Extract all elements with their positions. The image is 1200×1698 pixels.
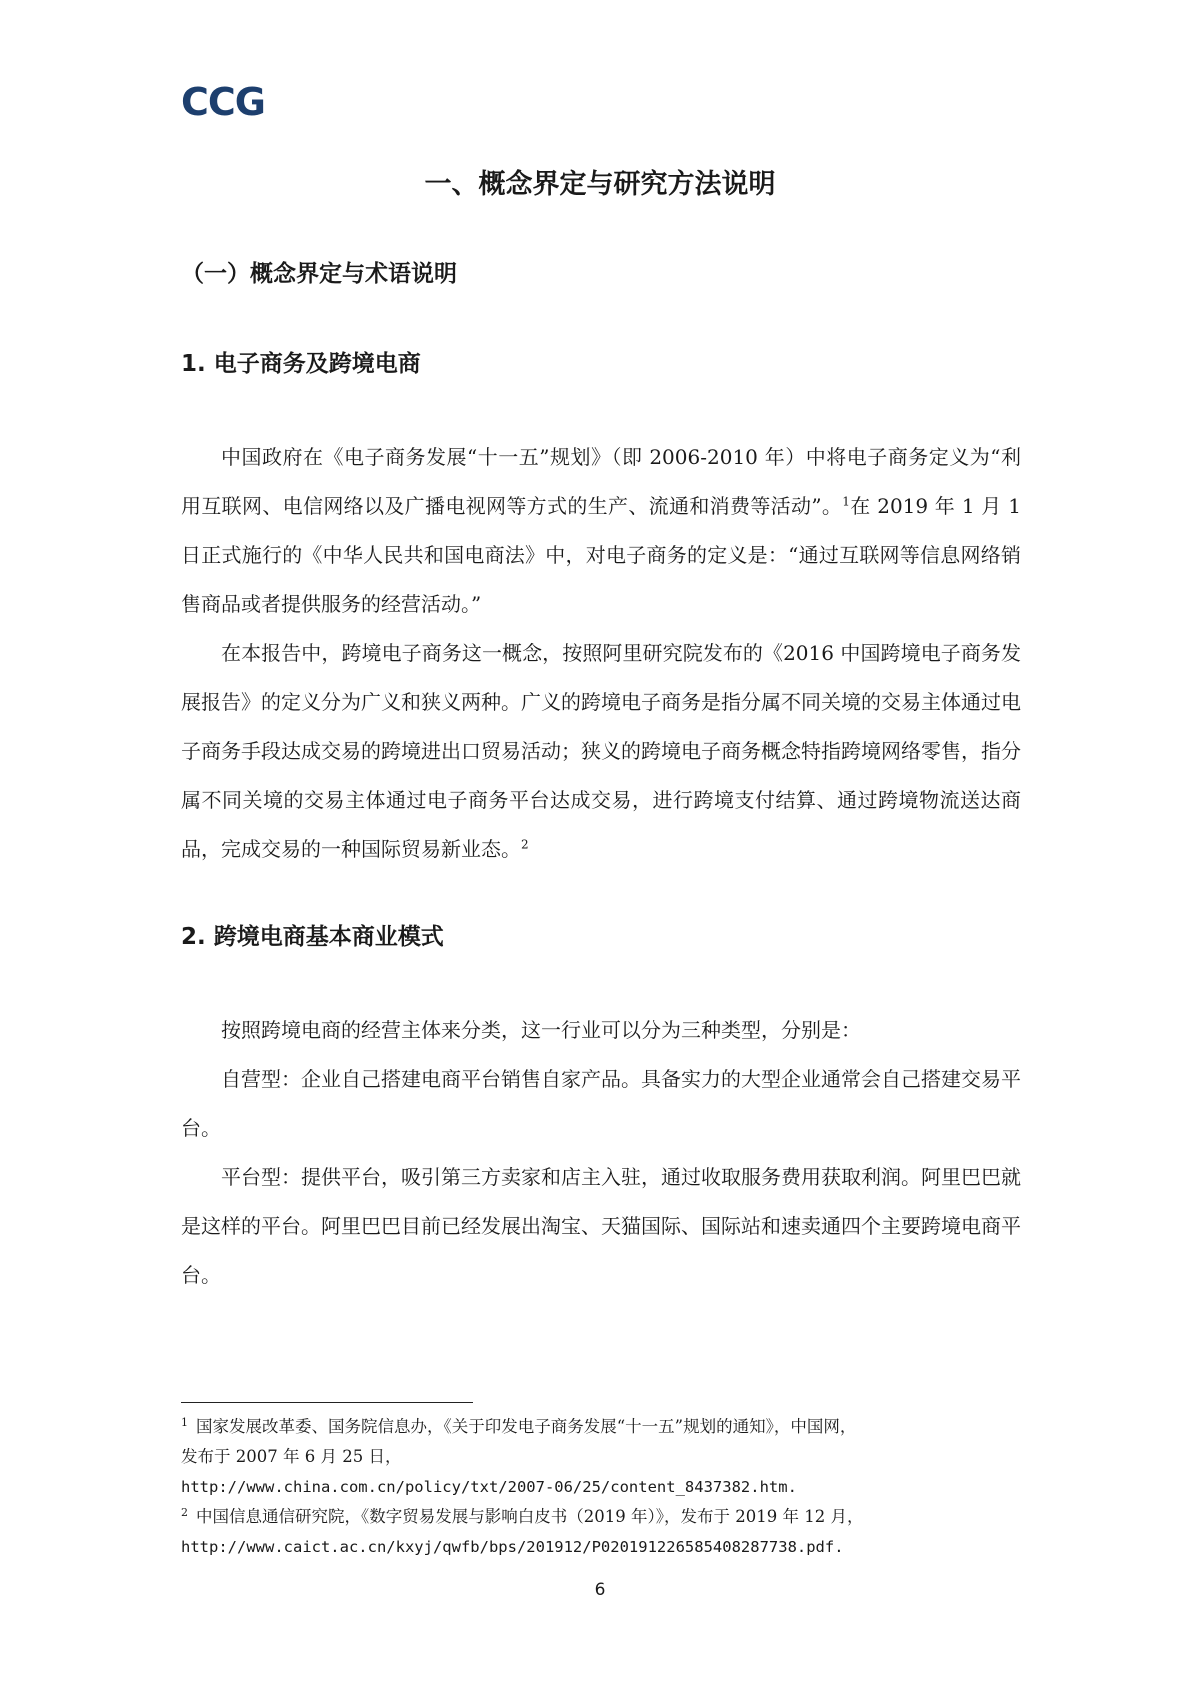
paragraph-ecommerce-definition: 中国政府在《电子商务发展“十一五”规划》（即 2006-2010 年）中将电子商务定义为“利用互联网、电信网络以及广播电视网等方式的生产、流通和消费等活动”。$^1$在 2019 年 1 月 1 日正式施行的《中华人民共和国电商法》中，对电子商务的定义是：“通过互联网等信息网络销售商品或者提供服务的经营活动。” [181,445,1021,616]
footnotes [181,1412,1041,1562]
footnote-1-url[interactable]: http://www.china.com.cn/policy/txt/2007-06/25/content_8437382.htm. [181,1478,797,1496]
chapter-title: 一、概念界定与研究方法说明 [424,169,776,200]
page-number: 6 [594,1580,606,1600]
footnote-2-url[interactable]: http://www.caict.ac.cn/kxyj/qwfb/bps/201912/P020191226585408287738.pdf. [181,1538,844,1556]
section-heading: （一）概念界定与术语说明 [181,261,457,287]
paragraph-business-models-intro: 按照跨境电商的经营主体来分类，这一行业可以分为三种类型，分别是： [221,1018,861,1042]
ccg-logo: CCG [181,80,265,124]
footnote-1-line-1: $^1$ 国家发展改革委、国务院信息办，《关于印发电子商务发展“十一五”规划的通知》，中国网， [181,1415,857,1436]
paragraph-self-operated-model: 自营型：企业自己搭建电商平台销售自家产品。具备实力的大型企业通常会自己搭建交易平台。 [181,1067,1021,1140]
subsection-heading-2: 2. 跨境电商基本商业模式 [181,924,444,950]
footnote-ref-2[interactable]: 2 [521,837,529,852]
footnote-2-line-1: $^2$ 中国信息通信研究院，《数字贸易发展与影响白皮书（2019 年）》，发布于 2019 年 12 月， [181,1505,864,1526]
subsection-heading-1: 1. 电子商务及跨境电商 [181,351,421,377]
paragraph-cross-border-definition: 在本报告中，跨境电子商务这一概念，按照阿里研究院发布的《2016 中国跨境电子商务发展报告》的定义分为广义和狭义两种。广义的跨境电子商务是指分属不同关境的交易主体通过电子商务手段达成交易的跨境进出口贸易活动；狭义的跨境电子商务概念特指跨境网络零售，指分属不同关境的交易主体通过电子商务平台达成交易，进行跨境支付结算、通过跨境物流送达商品，完成交易的一种国际贸易新业态。$^2$ [181,641,1021,861]
footnote-ref-1[interactable]: 1 [842,494,850,509]
paragraph-platform-model: 平台型：提供平台，吸引第三方卖家和店主入驻，通过收取服务费用获取利润。阿里巴巴就是这样的平台。阿里巴巴目前已经发展出淘宝、天猫国际、国际站和速卖通四个主要跨境电商平台。 [181,1165,1021,1287]
footnote-1-line-2: 发布于 2007 年 6 月 25 日， [181,1447,402,1466]
footnote-divider [181,1402,473,1403]
